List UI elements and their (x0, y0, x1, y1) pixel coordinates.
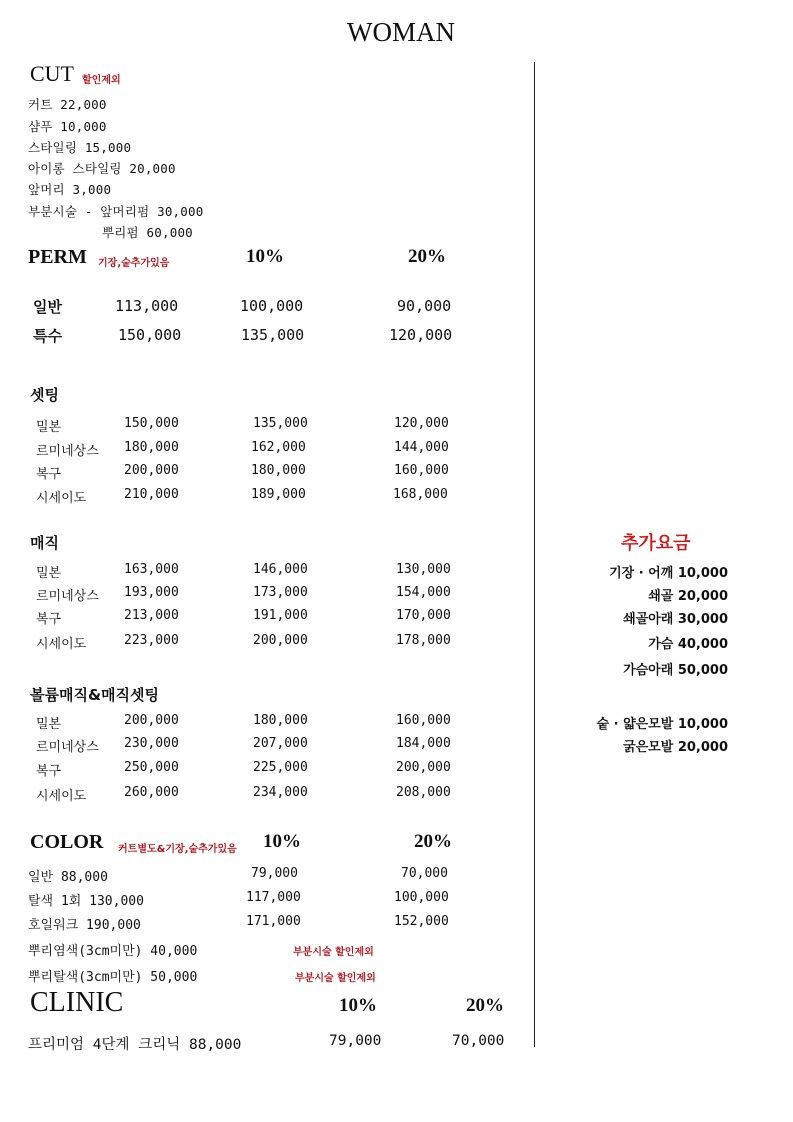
extra-charge-item: 쇄골아래 30,000 (623, 612, 728, 627)
perm-pct20: 20% (408, 246, 446, 267)
setting-row-p20: 144,000 (394, 440, 449, 455)
volume-row-base: 200,000 (124, 713, 179, 728)
setting-row-label: 복구 (36, 467, 62, 482)
clinic-pct20: 20% (466, 995, 504, 1016)
cut-item: 앞머리 3,000 (28, 182, 112, 197)
extra-charge-item: 기장 · 어깨 10,000 (609, 566, 728, 581)
color-heading: COLOR (30, 831, 104, 853)
extra-charge-item: 굵은모발 20,000 (623, 740, 728, 755)
setting-row-p20: 120,000 (394, 416, 449, 431)
setting-row-label: 르미네상스 (36, 444, 99, 459)
magic-row-label: 시세이도 (36, 637, 87, 652)
volume-row-p10: 234,000 (253, 785, 308, 800)
volume-heading: 볼륨매직&매직셋팅 (30, 686, 160, 704)
color-row-label: 호일워크 190,000 (28, 918, 141, 933)
cut-heading: CUT (30, 61, 74, 86)
volume-row-p10: 225,000 (253, 760, 308, 775)
color-row-p10: 117,000 (246, 890, 301, 905)
volume-row-p20: 208,000 (396, 785, 451, 800)
magic-row-label: 르미네상스 (36, 589, 99, 604)
perm-heading: PERM (28, 246, 87, 268)
volume-row-base: 230,000 (124, 736, 179, 751)
color-row-p10: 171,000 (246, 914, 301, 929)
perm-note: 기장,숱추가있음 (98, 258, 170, 269)
setting-row-p10: 135,000 (253, 416, 308, 431)
magic-row-p20: 170,000 (396, 608, 451, 623)
cut-item: 커트 22,000 (28, 97, 107, 112)
magic-heading: 매직 (30, 534, 59, 552)
magic-row-label: 밀본 (36, 566, 62, 581)
volume-row-base: 260,000 (124, 785, 179, 800)
setting-row-base: 210,000 (124, 487, 179, 502)
perm-row-p10: 100,000 (240, 297, 304, 315)
color-pct20: 20% (414, 831, 452, 852)
setting-row-p10: 189,000 (251, 487, 306, 502)
perm-row-base: 113,000 (115, 297, 179, 315)
magic-row-p10: 191,000 (253, 608, 308, 623)
volume-row-label: 복구 (36, 764, 62, 779)
perm-row-p10: 135,000 (241, 326, 305, 344)
clinic-pct10: 10% (339, 995, 377, 1016)
extra-charge-item: 숱 · 얇은모발 10,000 (596, 717, 728, 732)
volume-row-base: 250,000 (124, 760, 179, 775)
volume-row-label: 밀본 (36, 717, 62, 732)
extra-charge-heading: 추가요금 (621, 533, 691, 554)
perm-row-base: 150,000 (118, 326, 182, 344)
setting-row-base: 200,000 (124, 463, 179, 478)
magic-row-base: 213,000 (124, 608, 179, 623)
page-title: WOMAN (347, 17, 455, 47)
cut-item: 뿌리펌 60,000 (102, 225, 193, 240)
clinic-row-p10: 79,000 (329, 1033, 382, 1049)
clinic-row-p20: 70,000 (452, 1033, 505, 1049)
magic-row-p10: 200,000 (253, 633, 308, 648)
cut-item: 샴푸 10,000 (28, 119, 107, 134)
setting-row-label: 시세이도 (36, 491, 87, 506)
volume-row-label: 시세이도 (36, 789, 87, 804)
color-extra-note: 부분시술 할인제외 (293, 947, 374, 958)
cut-item: 아이롱 스타일링 20,000 (28, 161, 176, 176)
setting-row-base: 150,000 (124, 416, 179, 431)
volume-row-p20: 160,000 (396, 713, 451, 728)
clinic-heading: CLINIC (30, 987, 124, 1018)
magic-row-p10: 146,000 (253, 562, 308, 577)
extra-charge-item: 가슴 40,000 (648, 637, 728, 652)
color-row-label: 일반 88,000 (28, 870, 108, 885)
column-divider (534, 62, 535, 1047)
perm-pct10: 10% (246, 246, 284, 267)
perm-row-p20: 120,000 (389, 326, 453, 344)
color-note: 커트별도&기장,숱추가있음 (118, 844, 237, 855)
setting-heading: 셋팅 (30, 386, 59, 404)
setting-row-p20: 168,000 (393, 487, 448, 502)
cut-item: 부분시술 - 앞머리펌 30,000 (28, 204, 204, 219)
setting-row-p10: 180,000 (251, 463, 306, 478)
color-extra-note: 부분시술 할인제외 (295, 973, 376, 984)
color-row-p10: 79,000 (251, 866, 298, 881)
cut-item: 스타일링 15,000 (28, 140, 132, 155)
magic-row-p20: 154,000 (396, 585, 451, 600)
color-extra-label: 뿌리염색(3cm미만) 40,000 (28, 944, 198, 959)
extra-charge-item: 쇄골 20,000 (648, 589, 728, 604)
color-row-p20: 70,000 (401, 866, 448, 881)
magic-row-base: 163,000 (124, 562, 179, 577)
magic-row-p20: 178,000 (396, 633, 451, 648)
magic-row-p10: 173,000 (253, 585, 308, 600)
magic-row-base: 223,000 (124, 633, 179, 648)
perm-row-label: 일반 (33, 298, 62, 316)
volume-row-p20: 200,000 (396, 760, 451, 775)
color-row-label: 탈색 1회 130,000 (28, 894, 144, 909)
clinic-row-label: 프리미엄 4단계 크리닉 88,000 (28, 1037, 242, 1053)
magic-row-base: 193,000 (124, 585, 179, 600)
perm-row-label: 특수 (33, 327, 62, 345)
setting-row-p10: 162,000 (251, 440, 306, 455)
volume-row-p10: 180,000 (253, 713, 308, 728)
volume-row-p20: 184,000 (396, 736, 451, 751)
color-row-p20: 152,000 (394, 914, 449, 929)
setting-row-p20: 160,000 (394, 463, 449, 478)
color-extra-label: 뿌리탈색(3cm미만) 50,000 (28, 970, 198, 985)
color-pct10: 10% (263, 831, 301, 852)
setting-row-base: 180,000 (124, 440, 179, 455)
setting-row-label: 밀본 (36, 420, 62, 435)
color-row-p20: 100,000 (394, 890, 449, 905)
cut-note: 할인제외 (82, 75, 121, 86)
volume-row-label: 르미네상스 (36, 740, 99, 755)
extra-charge-item: 가슴아래 50,000 (623, 663, 728, 678)
magic-row-p20: 130,000 (396, 562, 451, 577)
volume-row-p10: 207,000 (253, 736, 308, 751)
magic-row-label: 복구 (36, 612, 62, 627)
perm-row-p20: 90,000 (397, 297, 452, 315)
